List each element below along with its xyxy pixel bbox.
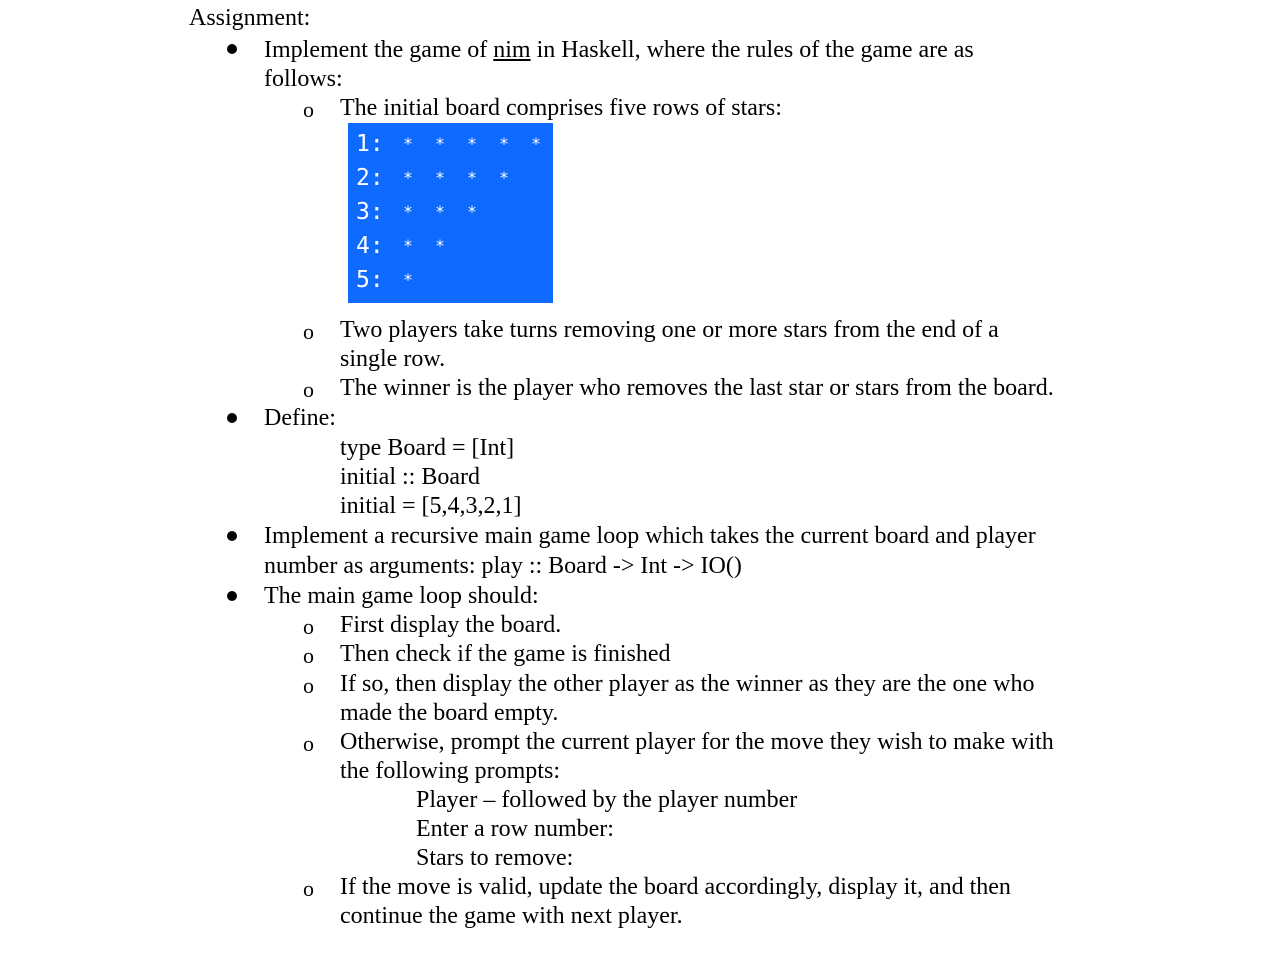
star-icon: * (436, 202, 444, 221)
loop-step-update-line1: If the move is valid, update the board accordingly, display it, and then (340, 874, 1011, 900)
star-icon: * (404, 236, 412, 255)
star-icon: * (468, 202, 476, 221)
star-icon: * (532, 134, 540, 153)
loop-step-display: First display the board. (340, 612, 562, 638)
star-icon: * (404, 134, 412, 153)
board-row (356, 195, 500, 229)
item1-line1 (264, 36, 974, 65)
star-icon: * (404, 202, 412, 221)
row-number: 3: (356, 198, 384, 225)
item3-line2: number as arguments: play :: Board -> Int -> IO() (264, 553, 742, 579)
item4-label: The main game loop should: (264, 583, 539, 609)
circle-bullet-icon: o (303, 643, 314, 668)
star-icon: * (468, 134, 476, 153)
bullet-icon (227, 591, 237, 601)
code-line: type Board = [Int] (340, 435, 515, 461)
loop-step-prompt-line1: Otherwise, prompt the current player for the move they wish to make with (340, 729, 1054, 755)
star-icon: * (500, 168, 508, 187)
star-icon: * (500, 134, 508, 153)
loop-step-check: Then check if the game is finished (340, 641, 671, 667)
loop-step-prompt-line2: the following prompts: (340, 758, 560, 784)
circle-bullet-icon: o (303, 377, 314, 402)
row-number: 1: (356, 130, 384, 157)
board-row (356, 229, 468, 263)
board-row (356, 263, 436, 297)
star-icon: * (436, 134, 444, 153)
star-icon: * (436, 236, 444, 255)
circle-bullet-icon: o (303, 97, 314, 122)
loop-step-winner-line1: If so, then display the other player as the winner as they are the one who (340, 671, 1035, 697)
item1-text-pre: Implement the game of (264, 37, 494, 63)
nim-link[interactable]: nim (493, 37, 531, 63)
rule-winner: The winner is the player who removes the last star or stars from the board. (340, 375, 1054, 401)
assignment-heading: Assignment: (189, 5, 311, 31)
loop-step-update-line2: continue the game with next player. (340, 903, 683, 929)
star-icon: * (404, 168, 412, 187)
item1-line2: follows: (264, 66, 343, 92)
item3-line1: Implement a recursive main game loop which takes the current board and player (264, 523, 1036, 549)
board-row (356, 127, 564, 161)
code-line: initial :: Board (340, 464, 480, 490)
bullet-icon (227, 413, 237, 423)
circle-bullet-icon: o (303, 876, 314, 901)
code-line: initial = [5,4,3,2,1] (340, 493, 522, 519)
prompt-text: Player – followed by the player number (416, 787, 798, 813)
bullet-icon (227, 531, 237, 541)
circle-bullet-icon: o (303, 673, 314, 698)
circle-bullet-icon: o (303, 731, 314, 756)
bullet-icon (227, 44, 237, 54)
row-number: 2: (356, 164, 384, 191)
star-icon: * (436, 168, 444, 187)
board-display (348, 123, 553, 303)
loop-step-winner-line2: made the board empty. (340, 700, 559, 726)
define-label: Define: (264, 405, 336, 431)
circle-bullet-icon: o (303, 319, 314, 344)
rule-initial-board: The initial board comprises five rows of stars: (340, 95, 782, 121)
star-icon: * (404, 270, 412, 289)
item1-text-post: in Haskell, where the rules of the game are as (530, 37, 974, 63)
star-icon: * (468, 168, 476, 187)
rule-turns-line1: Two players take turns removing one or more stars from the end of a (340, 317, 999, 343)
prompt-text: Stars to remove: (416, 845, 574, 871)
prompt-text: Enter a row number: (416, 816, 614, 842)
row-number: 4: (356, 232, 384, 259)
circle-bullet-icon: o (303, 614, 314, 639)
board-row (356, 161, 532, 195)
rule-turns-line2: single row. (340, 346, 446, 372)
row-number: 5: (356, 266, 384, 293)
